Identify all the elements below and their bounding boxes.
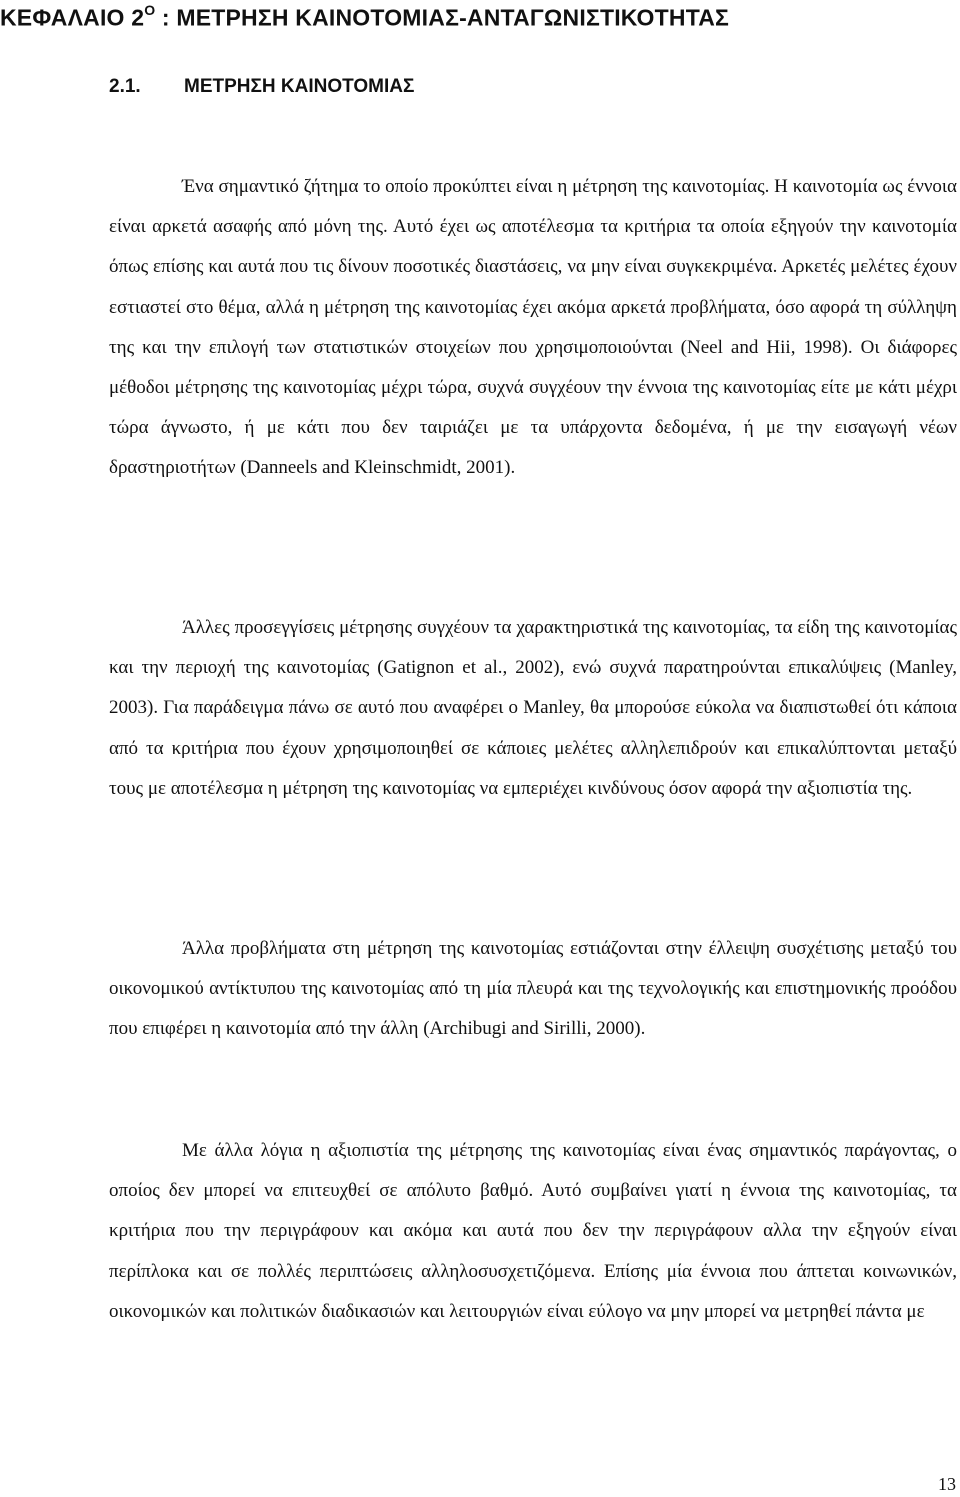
page-number: 13 <box>938 1474 956 1494</box>
body-paragraph-1: Ένα σημαντικό ζήτημα το οποίο προκύπτει είναι η μέτρηση της καινοτομίας. Η καινοτομία ως έννοια είναι αρκετά ασαφής από μόνη της. Αυτό έχει ως αποτέλεσμα τα κριτήρια τα οποία εξηγούν την καινοτομία όπως επίσης και αυτά που τις δίνουν ποσοτικές διαστάσεις, να μην είναι συγκεκριμένα. Αρκετές μελέτες έχουν εστιαστεί στο θέμα, αλλά η μέτρηση της καινοτομίας έχει ακόμα αρκετά προβλήματα, όσο αφορά τη σύλληψη της και την επιλογή των στατιστικών στοιχείων που χρησιμοποιούνται (Neel and Hii, 1998). Οι διάφορες μέθοδοι μέτρησης της καινοτομίας μέχρι τώρα, συχνά συγχέουν την έννοια της καινοτομίας είτε με κάτι μέχρι τώρα άγνωστο, ή με κάτι που δεν ταιριάζει με τα υπάρχοντα δεδομένα, ή με την εισαγωγή νέων δραστηριοτήτων (Danneels and Kleinschmidt, 2001). <box>109 176 957 479</box>
chapter-prefix: ΚΕΦΑΛΑΙΟ 2 <box>0 4 145 31</box>
chapter-suffix: : ΜΕΤΡΗΣΗ ΚΑΙΝΟΤΟΜΙΑΣ-ΑΝΤΑΓΩΝΙΣΤΙΚΟΤΗΤΑΣ <box>155 4 730 31</box>
chapter-title <box>0 4 729 32</box>
chapter-superscript: Ο <box>144 2 156 18</box>
section-title: ΜΕΤΡΗΣΗ ΚΑΙΝΟΤΟΜΙΑΣ <box>184 76 415 97</box>
section-heading <box>109 76 414 98</box>
body-paragraph-4: Με άλλα λόγια η αξιοπιστία της μέτρησης της καινοτομίας είναι ένας σημαντικός παράγοντας, ο οποίος δεν μπορεί να επιτευχθεί σε απόλυτο βαθμό. Αυτό συμβαίνει γιατί η έννοια της καινοτομίας, τα κριτήρια που την περιγράφουν και ακόμα και αυτά που δεν την περιγράφουν αλλα την εξηγούν είναι περίπλοκα και σε πολλές περιπτώσεις αλληλοσυσχετιζόμενα. Επίσης μία έννοια που άπτεται κοινωνικών, οικονομικών και πολιτικών διαδικασιών και λειτουργιών είναι εύλογο να μην μπορεί να μετρηθεί πάντα με <box>109 1140 957 1322</box>
body-paragraph-2: Άλλες προσεγγίσεις μέτρησης συγχέουν τα χαρακτηριστικά της καινοτομίας, τα είδη της καινοτομίας και την περιοχή της καινοτομίας (Gatignon et al., 2002), ενώ συχνά παρατηρούνται επικαλύψεις (Manley, 2003). Για παράδειγμα πάνω σε αυτό που αναφέρει ο Manley, θα μπορούσε εύκολα να διαπιστωθεί ότι κάποια από τα κριτήρια που έχουν χρησιμοποιηθεί σε κάποιες μελέτες αλληλεπιδρούν και επικαλύπτονται μεταξύ τους με αποτέλεσμα η μέτρηση της καινοτομίας να εμπεριέχει κινδύνους όσον αφορά την αξιοπιστία της. <box>109 617 957 799</box>
body-paragraph-3: Άλλα προβλήματα στη μέτρηση της καινοτομίας εστιάζονται στην έλλειψη συσχέτισης μεταξύ του οικονομικού αντίκτυπου της καινοτομίας από τη μία πλευρά και της τεχνολογικής και επιστημονικής προόδου που επιφέρει η καινοτομία από την άλλη (Archibugi and Sirilli, 2000). <box>109 938 957 1040</box>
section-number: 2.1. <box>109 76 141 97</box>
